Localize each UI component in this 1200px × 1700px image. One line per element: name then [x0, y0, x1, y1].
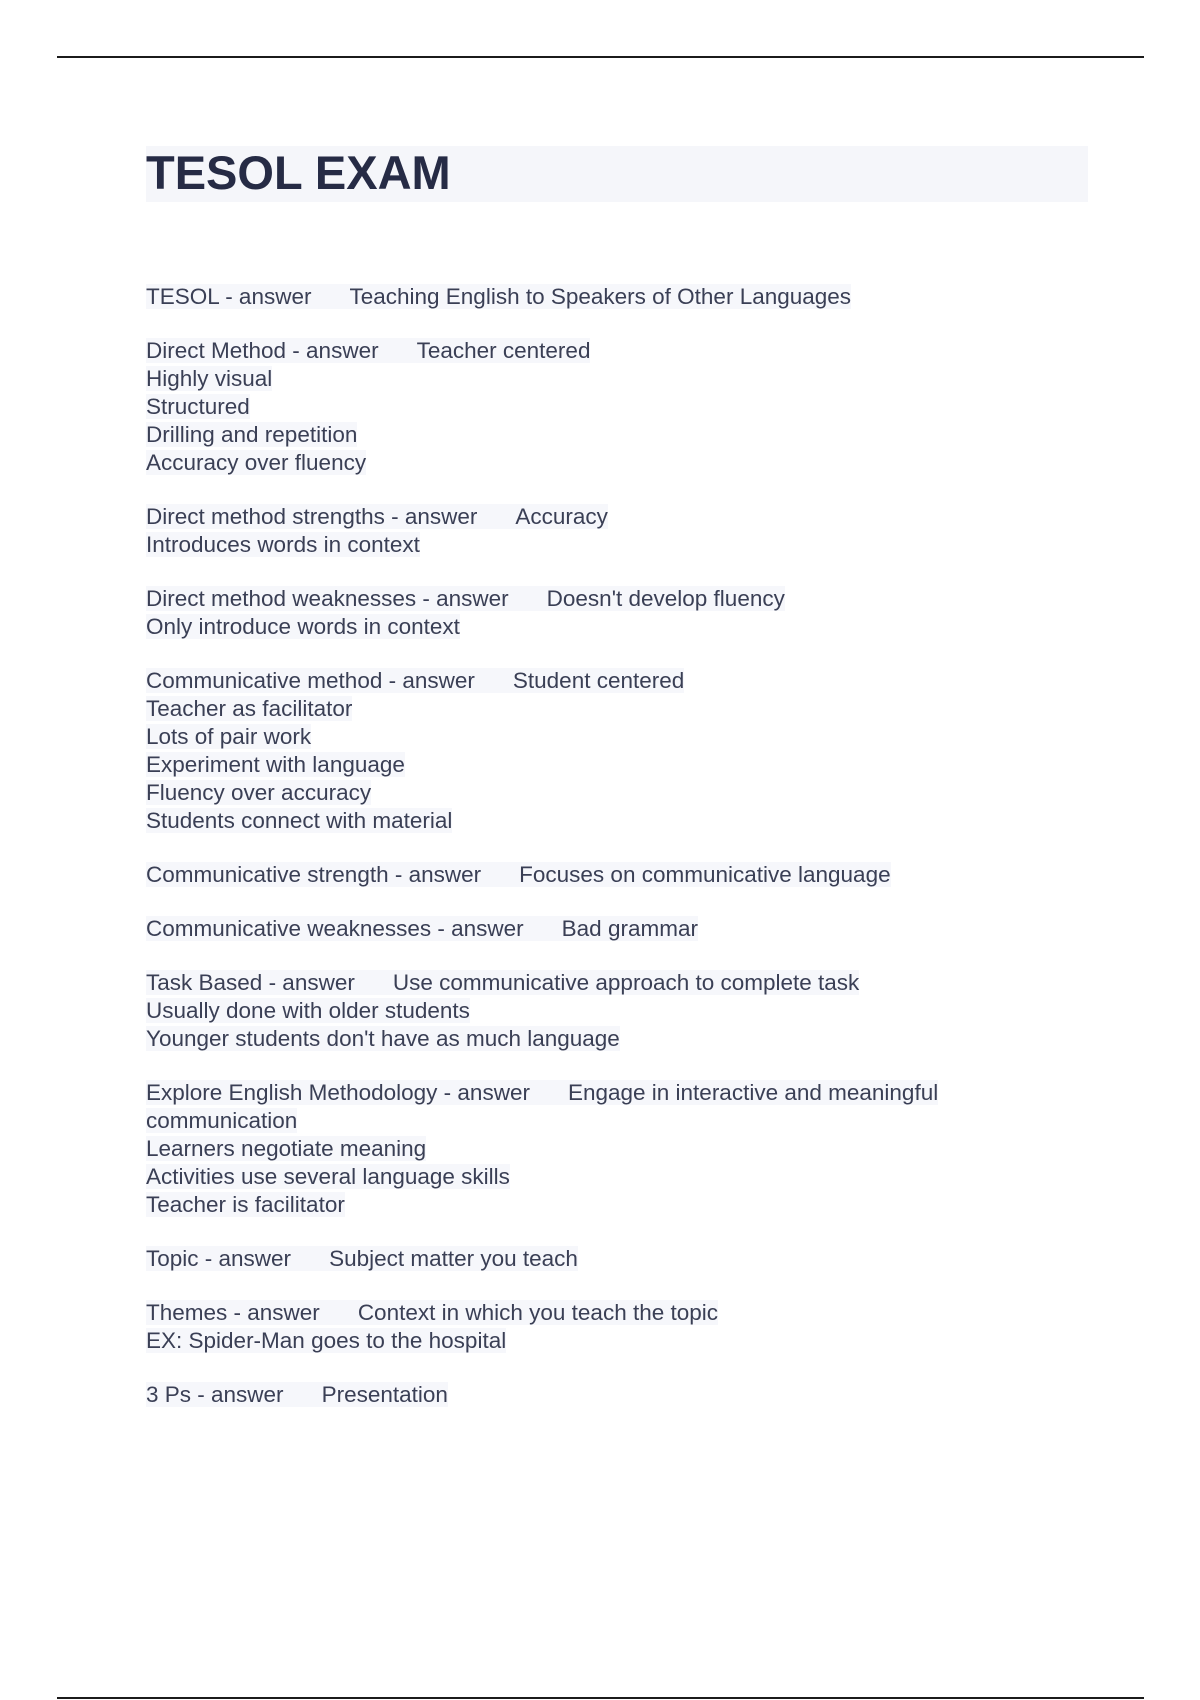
entry-detail-text: Experiment with language: [146, 752, 405, 777]
entry-detail-line: [146, 997, 1096, 1025]
document-title: TESOL EXAM: [146, 146, 451, 199]
entry-detail-text: communication: [146, 1108, 298, 1133]
entry-question-line: [146, 1245, 1096, 1273]
bottom-rule: [57, 1697, 1144, 1699]
entry-detail-text: Students connect with material: [146, 808, 453, 833]
entry-term: Communicative weaknesses - answer: [146, 916, 524, 941]
flashcard-entry: [146, 1079, 1096, 1219]
entry-term: 3 Ps - answer: [146, 1382, 284, 1407]
entry-term: Themes - answer: [146, 1300, 320, 1325]
entry-highlight: [146, 970, 859, 995]
flashcard-list: [146, 283, 1096, 1435]
entry-detail-text: Introduces words in context: [146, 532, 420, 557]
entry-highlight: [146, 1382, 448, 1407]
entry-detail-text: Accuracy over fluency: [146, 450, 367, 475]
flashcard-entry: [146, 969, 1096, 1053]
entry-detail-text: EX: Spider-Man goes to the hospital: [146, 1328, 507, 1353]
entry-detail-text: Teacher is facilitator: [146, 1192, 345, 1217]
flashcard-entry: [146, 1245, 1096, 1273]
entry-term: Task Based - answer: [146, 970, 355, 995]
entry-detail-text: Highly visual: [146, 366, 273, 391]
entry-highlight: [146, 284, 851, 309]
entry-answer: Use communicative approach to complete task: [392, 970, 860, 995]
entry-term: Communicative method - answer: [146, 668, 475, 693]
entry-answer: Subject matter you teach: [329, 1246, 578, 1271]
entry-term: Communicative strength - answer: [146, 862, 482, 887]
entry-question-line: [146, 337, 1096, 365]
entry-question-line: [146, 1299, 1096, 1327]
entry-highlight: [146, 1300, 718, 1325]
flashcard-entry: [146, 1299, 1096, 1355]
flashcard-entry: [146, 503, 1096, 559]
entry-term: TESOL - answer: [146, 284, 312, 309]
entry-question-line: [146, 915, 1096, 943]
entry-term: Direct method weaknesses - answer: [146, 586, 509, 611]
entry-question-line: [146, 1079, 1096, 1107]
entry-detail-line: [146, 365, 1096, 393]
entry-answer: Presentation: [321, 1382, 448, 1407]
entry-detail-text: Only introduce words in context: [146, 614, 460, 639]
entry-answer: Teaching English to Speakers of Other Languages: [349, 284, 852, 309]
entry-term: Direct method strengths - answer: [146, 504, 478, 529]
flashcard-entry: [146, 915, 1096, 943]
flashcard-entry: [146, 585, 1096, 641]
entry-answer: Accuracy: [515, 504, 608, 529]
entry-question-line: [146, 861, 1096, 889]
entry-detail-text: Fluency over accuracy: [146, 780, 372, 805]
entry-answer: Doesn't develop fluency: [546, 586, 785, 611]
entry-answer: Context in which you teach the topic: [357, 1300, 719, 1325]
entry-detail-line: [146, 421, 1096, 449]
entry-detail-line: [146, 1107, 1096, 1135]
entry-detail-line: [146, 1025, 1096, 1053]
entry-question-line: [146, 667, 1096, 695]
entry-detail-line: [146, 393, 1096, 421]
entry-term: Topic - answer: [146, 1246, 292, 1271]
flashcard-entry: [146, 1381, 1096, 1409]
flashcard-entry: [146, 337, 1096, 477]
entry-highlight: [146, 338, 590, 363]
entry-answer: Bad grammar: [561, 916, 698, 941]
entry-detail-line: [146, 531, 1096, 559]
entry-highlight: [146, 504, 608, 529]
entry-detail-line: [146, 449, 1096, 477]
entry-question-line: [146, 585, 1096, 613]
entry-term: Explore English Methodology - answer: [146, 1080, 530, 1105]
entry-detail-line: [146, 807, 1096, 835]
entry-highlight: [146, 586, 785, 611]
flashcard-entry: [146, 283, 1096, 311]
entry-detail-text: Drilling and repetition: [146, 422, 358, 447]
top-rule: [57, 56, 1144, 58]
entry-detail-line: [146, 751, 1096, 779]
entry-detail-text: Learners negotiate meaning: [146, 1136, 427, 1161]
entry-highlight: [146, 668, 684, 693]
entry-detail-text: Usually done with older students: [146, 998, 470, 1023]
entry-detail-text: Lots of pair work: [146, 724, 312, 749]
entry-question-line: [146, 969, 1096, 997]
entry-highlight: [146, 916, 698, 941]
entry-detail-line: [146, 1163, 1096, 1191]
entry-detail-text: Teacher as facilitator: [146, 696, 353, 721]
entry-highlight: [146, 1246, 578, 1271]
entry-detail-text: Activities use several language skills: [146, 1164, 510, 1189]
entry-question-line: [146, 1381, 1096, 1409]
entry-question-line: [146, 503, 1096, 531]
entry-term: Direct Method - answer: [146, 338, 379, 363]
entry-detail-line: [146, 1135, 1096, 1163]
entry-answer: Student centered: [512, 668, 685, 693]
entry-detail-line: [146, 723, 1096, 751]
entry-highlight: [146, 862, 891, 887]
entry-detail-line: [146, 1191, 1096, 1219]
entry-detail-line: [146, 1327, 1096, 1355]
entry-detail-line: [146, 613, 1096, 641]
entry-answer: Focuses on communicative language: [519, 862, 891, 887]
flashcard-entry: [146, 667, 1096, 835]
entry-detail-line: [146, 779, 1096, 807]
entry-answer: Teacher centered: [416, 338, 591, 363]
entry-highlight: [146, 1080, 938, 1105]
entry-question-line: [146, 283, 1096, 311]
entry-detail-text: Younger students don't have as much language: [146, 1026, 620, 1051]
entry-detail-text: Structured: [146, 394, 250, 419]
entry-detail-line: [146, 695, 1096, 723]
flashcard-entry: [146, 861, 1096, 889]
entry-answer: Engage in interactive and meaningful: [567, 1080, 939, 1105]
